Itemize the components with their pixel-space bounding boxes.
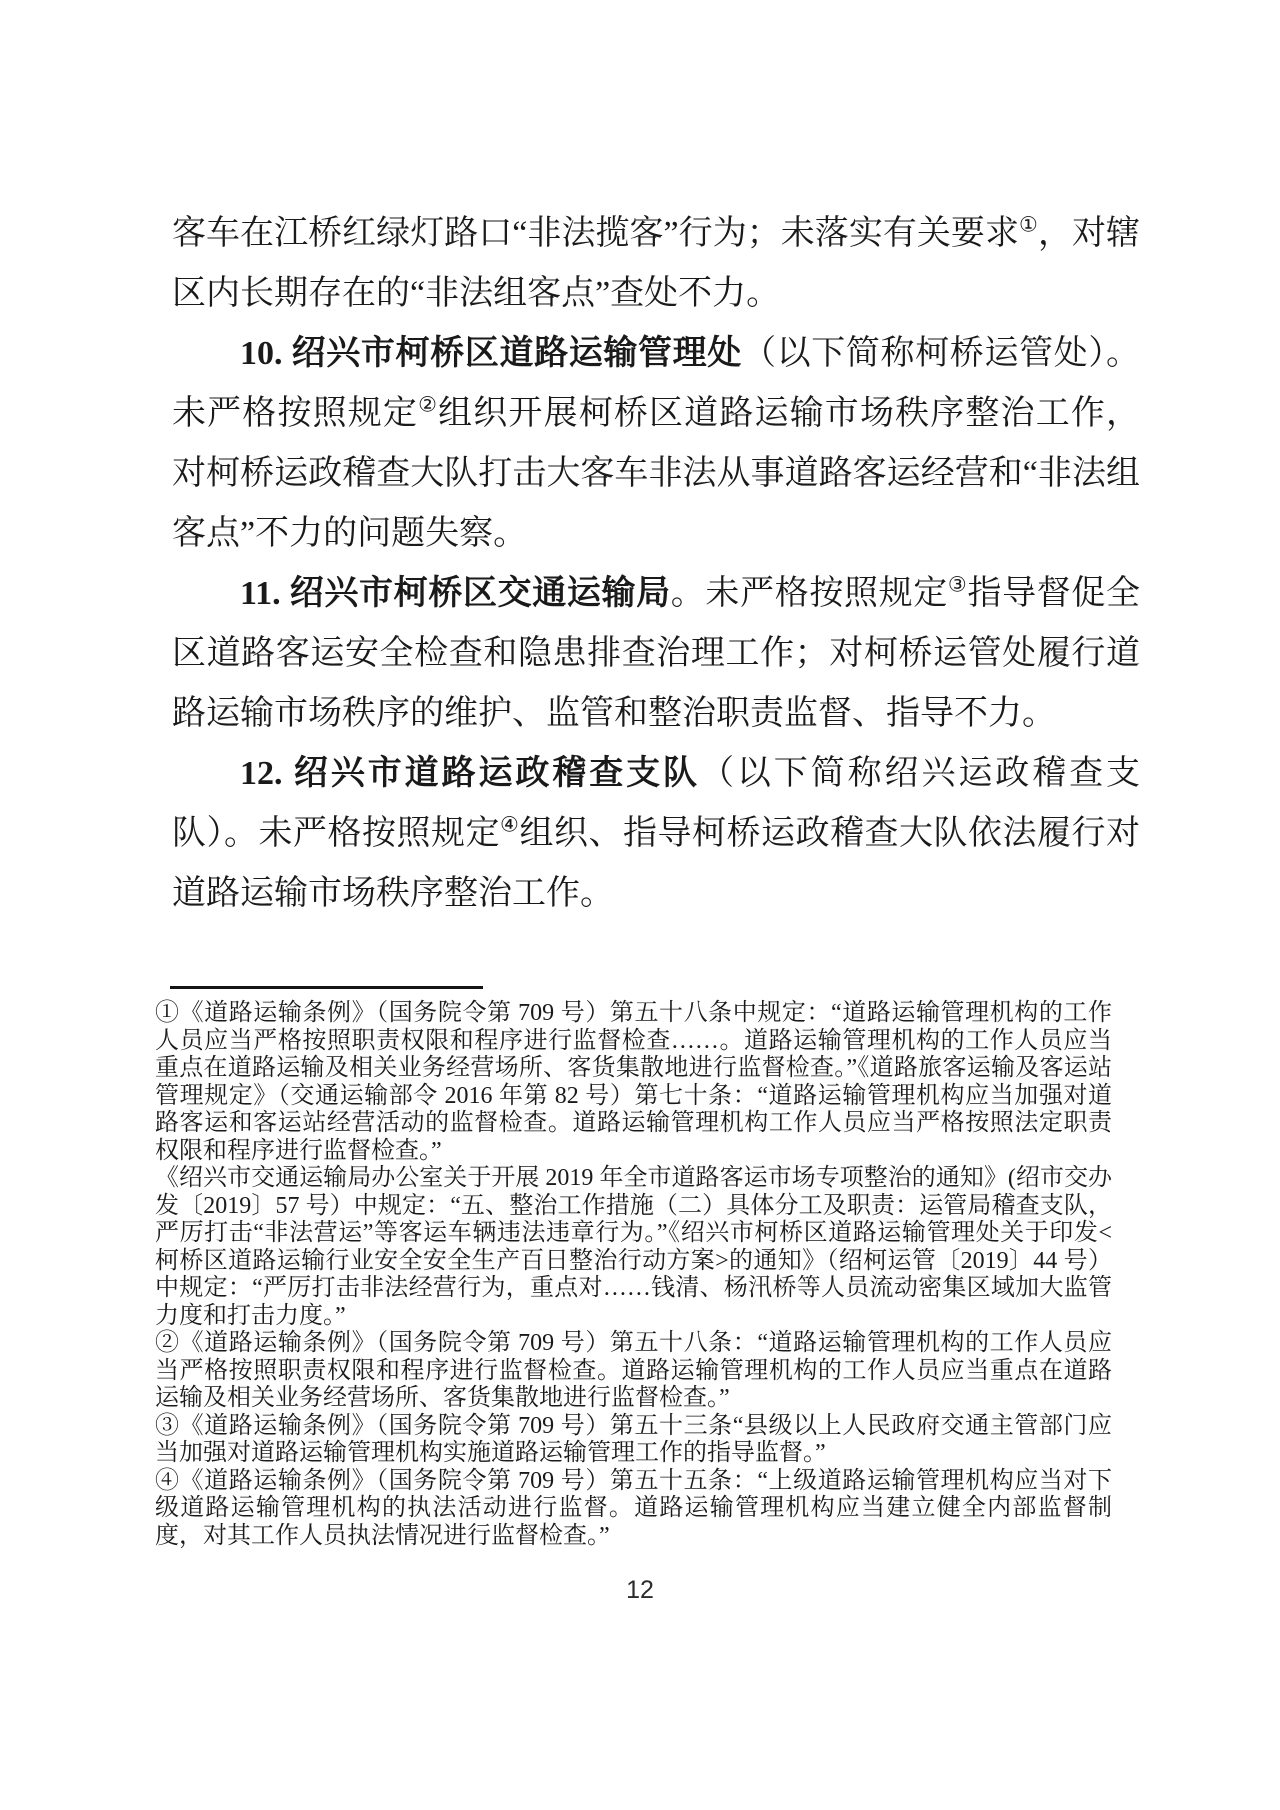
footnote-text: 《道路运输条例》（国务院令第 709 号）第五十八条：“道路运输管理机构的工作人员应当严格按照职责权限和程序进行监督检查。道路运输管理机构的工作人员应当重点在道路运输及相关业务经营场所、客货集散地进行监督检查。” bbox=[155, 1330, 1112, 1411]
text-run: 组织开展柯桥区道路运输市场秩序整治工作，对柯桥运政稽查大队打击大客车非法从事道路客运经营和“非法组客点”不力的问题失察。 bbox=[172, 395, 1141, 552]
footnote-paragraph bbox=[155, 1000, 1112, 1165]
footnote-paragraph bbox=[155, 1330, 1112, 1413]
text-run: ，对辖区内长期存在的“非法组客点”查处不力。 bbox=[172, 215, 1140, 312]
footnote-ref-superscript: ④ bbox=[500, 812, 520, 837]
footnote-text: 《道路运输条例》（国务院令第 709 号）第五十三条“县级以上人民政府交通主管部门应当加强对道路运输管理机构实施道路运输管理工作的指导监督。” bbox=[155, 1412, 1112, 1466]
footnotes-section bbox=[155, 1000, 1112, 1550]
text-run: 组织、指导柯桥运政稽查大队依法履行对道路运输市场秩序整治工作。 bbox=[172, 815, 1141, 912]
body-paragraph bbox=[172, 204, 1140, 324]
footnote-marker: ④ bbox=[155, 1467, 180, 1494]
org-name-heading-run: 10. 绍兴市柯桥区道路运输管理处 bbox=[240, 335, 742, 372]
org-name-heading-run: 12. 绍兴市道路运政稽查支队 bbox=[240, 755, 700, 792]
document-body bbox=[172, 204, 1140, 924]
footnote-ref-superscript: ③ bbox=[947, 572, 968, 597]
footnote-text: 《道路运输条例》（国务院令第 709 号）第五十八条中规定：“道路运输管理机构的工作人员应当严格按照职责权限和程序进行监督检查……。道路运输管理机构的工作人员应当重点在道路运输及相关业务经营场所、客货集散地进行监督检查。”《道路旅客运输及客运站管理规定》（交通运输部令 2016 年第 82 号）第七十条：“道路运输管理机构应当加强对道路客运和客运站经营活动的监督检查。道路运输管理机构工作人员应当严格按照法定职责权限和程序进行监督检查。” bbox=[155, 1000, 1112, 1164]
org-name-heading-run: 11. 绍兴市柯桥区交通运输局 bbox=[240, 575, 671, 612]
text-run: 客车在江桥红绿灯路口“非法揽客”行为；未落实有关要求 bbox=[172, 215, 1019, 252]
footnote-text: 《道路运输条例》（国务院令第 709 号）第五十五条：“上级道路运输管理机构应当对下级道路运输管理机构的执法活动进行监督。道路运输管理机构应当建立健全内部监督制度，对其工作人员执法情况进行监督检查。” bbox=[155, 1467, 1112, 1549]
text-run: （以下简称柯桥运管处）。未严格按照规定 bbox=[172, 335, 1141, 432]
text-run: 。未严格按照规定 bbox=[670, 575, 948, 612]
footnote-paragraph bbox=[155, 1413, 1112, 1468]
footnote-text: 《绍兴市交通运输局办公室关于开展 2019 年全市道路客运市场专项整治的通知》(绍市交办发〔2019〕57 号）中规定：“五、整治工作措施（二）具体分工及职责：运管局稽查支队，严厉打击“非法营运”等客运车辆违法违章行为。”《绍兴市柯桥区道路运输管理处关于印发<柯桥区道路运输行业安全安全生产百日整治行动方案>的通知》（绍柯运管〔2019〕44 号）中规定：“严厉打击非法经营行为，重点对……钱清、杨汛桥等人员流动密集区域加大监管力度和打击力度。” bbox=[155, 1165, 1112, 1329]
footnote-ref-superscript: ② bbox=[418, 392, 439, 417]
footnote-ref-superscript: ① bbox=[1019, 212, 1038, 237]
text-run: 指导督促全区道路客运安全检查和隐患排查治理工作；对柯桥运管处履行道路运输市场秩序的维护、监管和整治职责监督、指导不力。 bbox=[172, 575, 1141, 732]
body-paragraph bbox=[172, 744, 1140, 924]
footnote-marker: ② bbox=[155, 1330, 180, 1356]
footnote-paragraph bbox=[155, 1165, 1112, 1330]
body-paragraph bbox=[172, 324, 1140, 564]
footnote-paragraph bbox=[155, 1468, 1112, 1551]
text-run: （以下简称绍兴运政稽查支队）。未严格按照规定 bbox=[172, 755, 1141, 852]
body-paragraph bbox=[172, 564, 1140, 744]
footnote-marker: ③ bbox=[155, 1412, 180, 1439]
footnote-marker: ① bbox=[155, 1000, 180, 1026]
page-number: 12 bbox=[626, 1576, 654, 1604]
footnote-divider bbox=[170, 986, 483, 989]
